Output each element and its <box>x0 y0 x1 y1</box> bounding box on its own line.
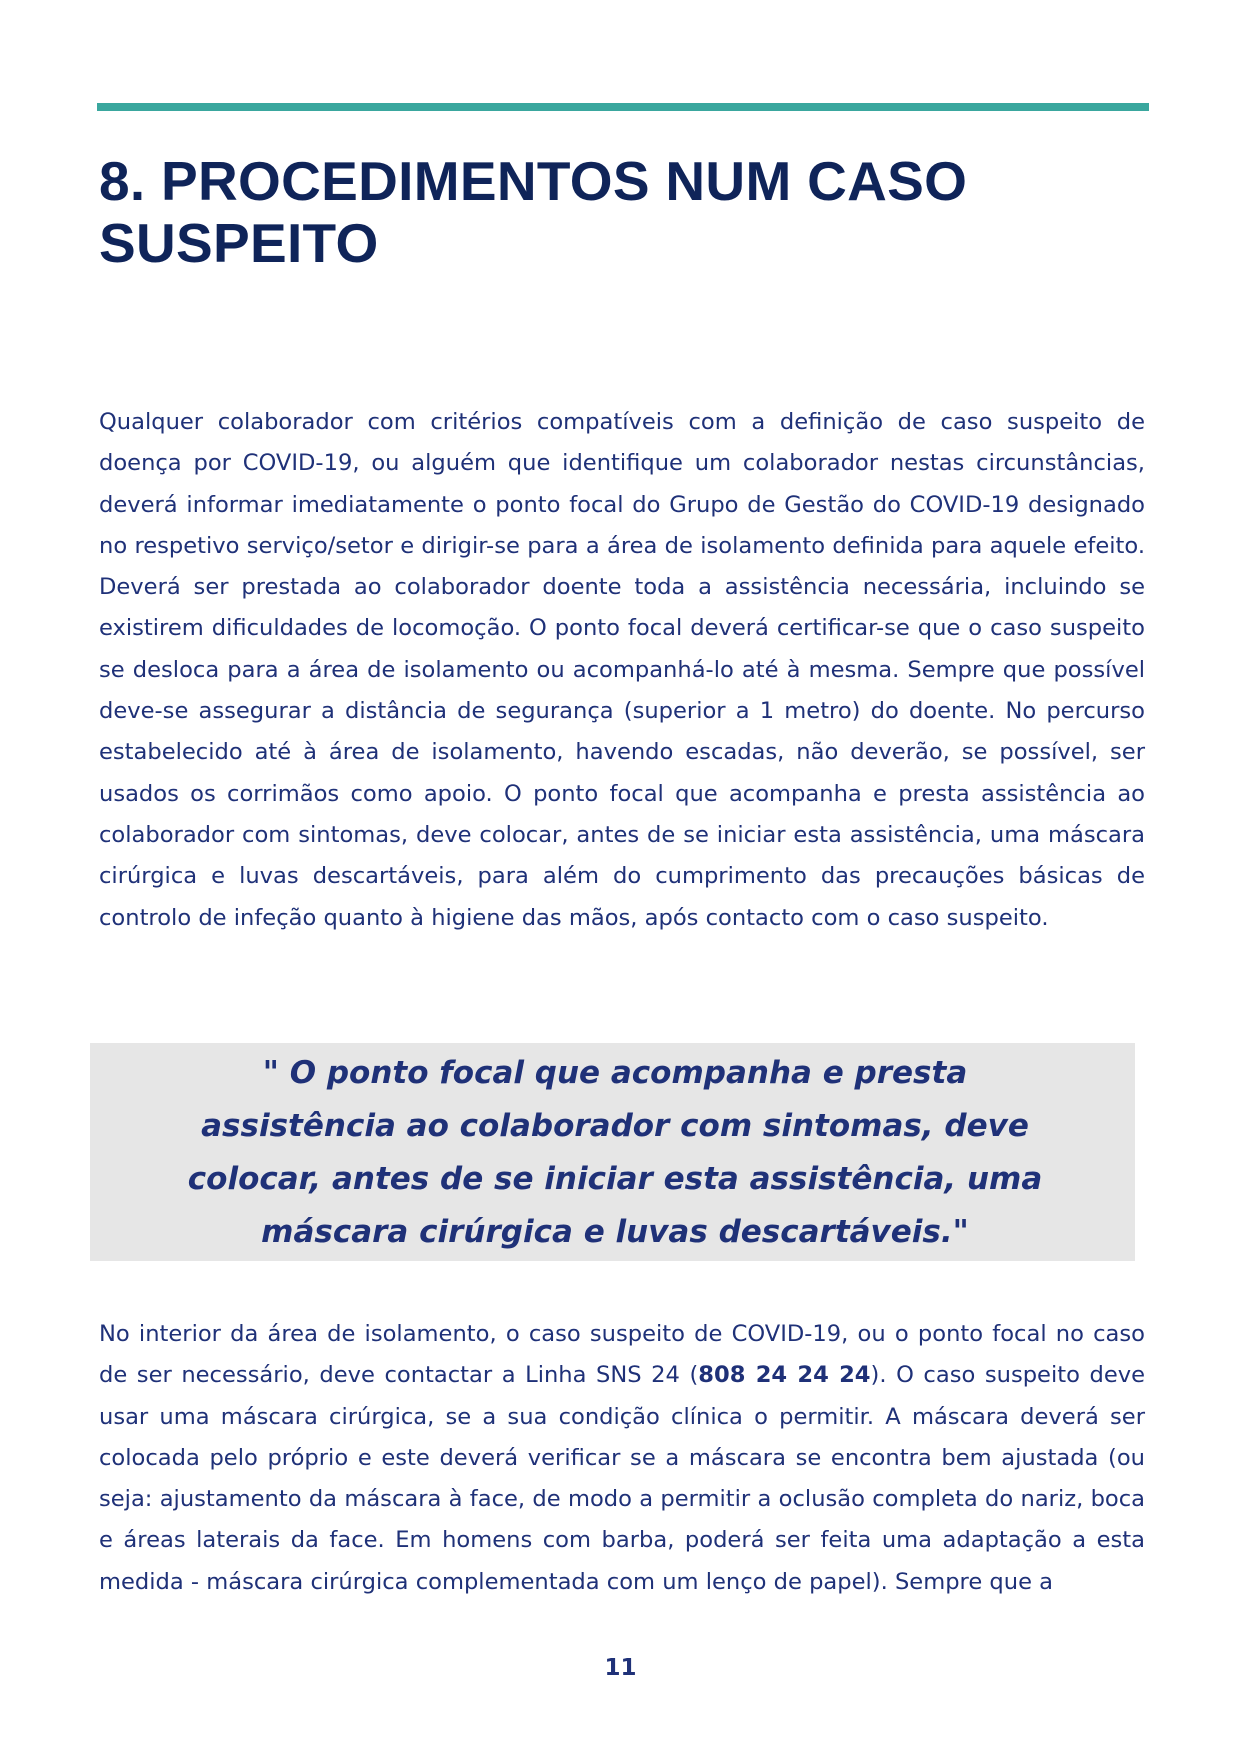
page-number: 11 <box>604 1655 637 1681</box>
body-paragraph-2 <box>99 1314 1145 1603</box>
body-paragraph-1: Qualquer colaborador com critérios compatíveis com a definição de caso suspeito de doença por COVID-19, ou alguém que identifique um colaborador nestas circunstâncias, deverá informar imediatamente o ponto focal do Grupo de Gestão do COVID-19 designado no respetivo serviço/setor e dirigir-se para a área de isolamento definida para aquele efeito. Deverá ser prestada ao colaborador doente toda a assistência necessária, incluindo se existirem dificuldades de locomoção. O ponto focal deverá certificar-se que o caso suspeito se desloca para a área de isolamento ou acompanhá-lo até à mesma. Sempre que possível deve-se assegurar a distância de segurança (superior a 1 metro) do doente. No percurso estabelecido até à área de isolamento, havendo escadas, não deverão, se possível, ser usados os corrimãos como apoio. O ponto focal que acompanha e presta assistência ao colaborador com sintomas, deve colocar, antes de se iniciar esta assistência, uma máscara cirúrgica e luvas descartáveis, para além do cumprimento das precauções básicas de controlo de infeção quanto à higiene das mãos, após contacto com o caso suspeito. <box>99 409 1145 931</box>
paragraph-2-continuation: ). O caso suspeito deve usar uma máscara cirúrgica, se a sua condição clínica o permitir. A máscara deverá ser colocada pelo próprio e este deverá verificar se a máscara se encontra bem ajustada (ou seja: ajustamento da máscara à face, de modo a permitir a oclusão completa do nariz, boca e áreas laterais da face. Em homens com barba, poderá ser feita uma adaptação a esta medida - máscara cirúrgica complementada com um lenço de papel). Sempre que a <box>99 1362 1145 1595</box>
header-accent-rule <box>97 103 1149 111</box>
page-title: 8. PROCEDIMENTOS NUM CASO SUSPEITO <box>99 150 968 274</box>
sns24-phone-number: 808 24 24 24 <box>698 1362 871 1389</box>
paragraph-2-intro: No interior da área de isolamento, o caso suspeito de COVID-19, ou o ponto focal no caso de ser necessário, deve contactar a Linha SNS 24 ( <box>99 1321 1145 1389</box>
pull-quote-text: " O ponto focal que acompanha e presta assistência ao colaborador com sintomas, deve colocar, antes de se iniciar esta assistência, uma máscara cirúrgica e luvas descartáveis." <box>187 1055 1043 1250</box>
